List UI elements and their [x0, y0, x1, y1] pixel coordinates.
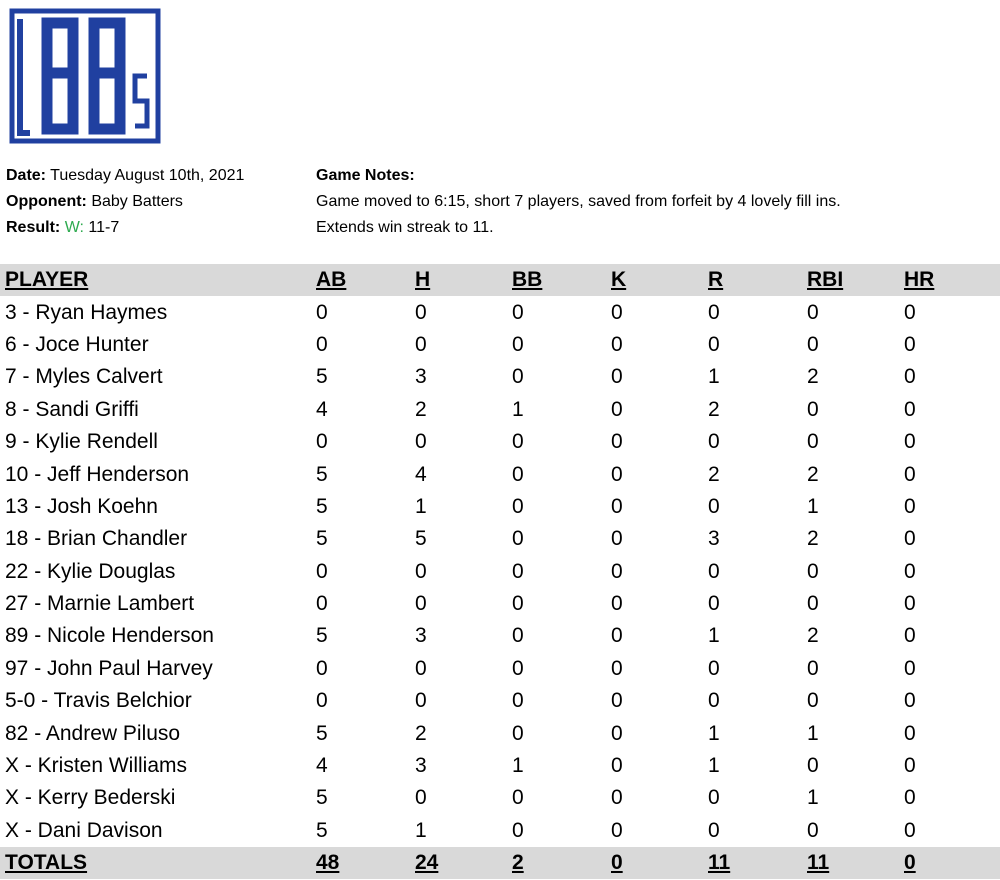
- column-header-r: R: [708, 268, 724, 292]
- stat-k: 0: [611, 365, 623, 389]
- stat-bb: 1: [512, 754, 524, 778]
- player-name: 6 - Joce Hunter: [5, 332, 149, 356]
- stat-bb: 0: [512, 332, 524, 356]
- stat-hr: 0: [904, 430, 916, 454]
- stat-h: 0: [415, 656, 427, 680]
- stats-body: [0, 296, 1000, 847]
- stat-bb: 1: [512, 397, 524, 421]
- stat-r: 0: [708, 818, 720, 842]
- stat-bb: 0: [512, 721, 524, 745]
- stat-rbi: 2: [807, 462, 819, 486]
- player-row: [0, 653, 1000, 685]
- stat-hr: 0: [904, 818, 916, 842]
- stat-r: 2: [708, 397, 720, 421]
- notes-line-1: Game moved to 6:15, short 7 players, saved from forfeit by 4 lovely fill ins.: [316, 193, 841, 210]
- column-header-rbi: RBI: [807, 268, 844, 292]
- stat-h: 2: [415, 397, 427, 421]
- stat-bb: 0: [512, 365, 524, 389]
- stat-h: 2: [415, 721, 427, 745]
- stat-k: 0: [611, 721, 623, 745]
- stat-bb: 0: [512, 462, 524, 486]
- notes-line-2: Extends win streak to 11.: [316, 219, 494, 236]
- result-label: Result:: [6, 219, 61, 236]
- stat-hr: 0: [904, 656, 916, 680]
- stat-h: 0: [415, 559, 427, 583]
- stat-h: 1: [415, 818, 427, 842]
- stat-h: 0: [415, 332, 427, 356]
- stats-header-row: [0, 264, 1000, 296]
- stat-r: 0: [708, 592, 720, 616]
- stat-k: 0: [611, 430, 623, 454]
- stat-ab: 5: [316, 494, 328, 518]
- stat-bb: 0: [512, 818, 524, 842]
- player-row: [0, 556, 1000, 588]
- stat-rbi: 0: [807, 592, 819, 616]
- stat-k: 0: [611, 397, 623, 421]
- total-h: 24: [415, 851, 439, 875]
- stat-hr: 0: [904, 592, 916, 616]
- stat-ab: 5: [316, 818, 328, 842]
- stat-bb: 0: [512, 494, 524, 518]
- stat-ab: 0: [316, 689, 328, 713]
- result-score: 11-7: [88, 219, 120, 236]
- stat-bb: 0: [512, 656, 524, 680]
- stat-rbi: 1: [807, 721, 819, 745]
- column-header-hr: HR: [904, 268, 935, 292]
- stat-rbi: 2: [807, 624, 819, 648]
- stat-rbi: 0: [807, 689, 819, 713]
- stat-hr: 0: [904, 624, 916, 648]
- stat-k: 0: [611, 624, 623, 648]
- stat-ab: 5: [316, 624, 328, 648]
- total-k: 0: [611, 851, 623, 875]
- stat-h: 0: [415, 300, 427, 324]
- player-name: 22 - Kylie Douglas: [5, 559, 176, 583]
- stat-hr: 0: [904, 462, 916, 486]
- stat-rbi: 0: [807, 559, 819, 583]
- stat-k: 0: [611, 332, 623, 356]
- stat-r: 1: [708, 721, 720, 745]
- stat-k: 0: [611, 559, 623, 583]
- stat-bb: 0: [512, 527, 524, 551]
- player-row: [0, 491, 1000, 523]
- stat-r: 0: [708, 494, 720, 518]
- stat-hr: 0: [904, 559, 916, 583]
- player-name: 27 - Marnie Lambert: [5, 592, 195, 616]
- stat-bb: 0: [512, 592, 524, 616]
- total-bb: 2: [512, 851, 524, 875]
- player-row: [0, 815, 1000, 847]
- stat-hr: 0: [904, 300, 916, 324]
- team-logo: [9, 8, 161, 144]
- player-row: [0, 750, 1000, 782]
- player-name: 8 - Sandi Griffi: [5, 397, 139, 421]
- stat-bb: 0: [512, 786, 524, 810]
- stat-rbi: 0: [807, 300, 819, 324]
- player-name: 89 - Nicole Henderson: [5, 624, 214, 648]
- stat-hr: 0: [904, 332, 916, 356]
- player-name: X - Kristen Williams: [5, 754, 188, 778]
- stat-ab: 0: [316, 592, 328, 616]
- game-notes: [316, 163, 841, 241]
- stat-ab: 4: [316, 397, 328, 421]
- column-header-bb: BB: [512, 268, 543, 292]
- stat-k: 0: [611, 462, 623, 486]
- stat-k: 0: [611, 300, 623, 324]
- stat-ab: 0: [316, 656, 328, 680]
- column-header-player: PLAYER: [5, 268, 89, 292]
- stat-k: 0: [611, 754, 623, 778]
- result-line: [6, 215, 244, 241]
- player-name: 5-0 - Travis Belchior: [5, 689, 192, 713]
- player-row: [0, 523, 1000, 555]
- player-row: [0, 458, 1000, 490]
- stat-hr: 0: [904, 689, 916, 713]
- stat-rbi: 1: [807, 786, 819, 810]
- player-name: 97 - John Paul Harvey: [5, 656, 213, 680]
- column-header-ab: AB: [316, 268, 347, 292]
- stat-h: 0: [415, 430, 427, 454]
- stat-hr: 0: [904, 365, 916, 389]
- stat-h: 3: [415, 624, 427, 648]
- totals-row: [0, 847, 1000, 879]
- stat-ab: 0: [316, 559, 328, 583]
- player-row: [0, 296, 1000, 328]
- column-header-h: H: [415, 268, 431, 292]
- stat-rbi: 0: [807, 656, 819, 680]
- stat-hr: 0: [904, 494, 916, 518]
- total-ab: 48: [316, 851, 340, 875]
- stat-hr: 0: [904, 786, 916, 810]
- game-info: [6, 163, 244, 241]
- player-name: 82 - Andrew Piluso: [5, 721, 181, 745]
- player-row: [0, 329, 1000, 361]
- column-header-k: K: [611, 268, 627, 292]
- player-name: 7 - Myles Calvert: [5, 365, 163, 389]
- stat-h: 1: [415, 494, 427, 518]
- stat-rbi: 0: [807, 430, 819, 454]
- stat-r: 0: [708, 332, 720, 356]
- stat-ab: 0: [316, 300, 328, 324]
- stat-bb: 0: [512, 559, 524, 583]
- player-row: [0, 620, 1000, 652]
- player-name: X - Kerry Bederski: [5, 786, 176, 810]
- stat-r: 1: [708, 754, 720, 778]
- result-outcome: W:: [64, 219, 84, 236]
- notes-label: Game Notes:: [316, 167, 415, 184]
- stat-r: 1: [708, 624, 720, 648]
- opponent-value: Baby Batters: [91, 193, 183, 210]
- stat-h: 4: [415, 462, 427, 486]
- stat-r: 0: [708, 656, 720, 680]
- stat-rbi: 1: [807, 494, 819, 518]
- date-label: Date:: [6, 167, 47, 184]
- stat-ab: 5: [316, 462, 328, 486]
- stat-h: 3: [415, 365, 427, 389]
- stat-bb: 0: [512, 689, 524, 713]
- player-row: [0, 717, 1000, 749]
- stat-ab: 5: [316, 527, 328, 551]
- opponent-label: Opponent:: [6, 193, 87, 210]
- stat-hr: 0: [904, 721, 916, 745]
- stat-ab: 5: [316, 786, 328, 810]
- stat-h: 5: [415, 527, 427, 551]
- player-row: [0, 782, 1000, 814]
- total-r: 11: [708, 851, 731, 875]
- total-hr: 0: [904, 851, 916, 875]
- stat-rbi: 0: [807, 754, 819, 778]
- player-name: 3 - Ryan Haymes: [5, 300, 168, 324]
- player-name: 10 - Jeff Henderson: [5, 462, 190, 486]
- player-row: [0, 685, 1000, 717]
- stat-ab: 5: [316, 365, 328, 389]
- player-name: X - Dani Davison: [5, 818, 163, 842]
- stat-r: 0: [708, 300, 720, 324]
- player-row: [0, 426, 1000, 458]
- stat-rbi: 2: [807, 527, 819, 551]
- player-name: 9 - Kylie Rendell: [5, 430, 158, 454]
- stat-r: 2: [708, 462, 720, 486]
- stat-k: 0: [611, 689, 623, 713]
- stat-rbi: 0: [807, 332, 819, 356]
- player-row: [0, 394, 1000, 426]
- totals-label: TOTALS: [5, 851, 88, 875]
- stat-bb: 0: [512, 624, 524, 648]
- stats-table: [0, 264, 1000, 879]
- date-value: Tuesday August 10th, 2021: [50, 167, 245, 184]
- player-name: 18 - Brian Chandler: [5, 527, 188, 551]
- stat-ab: 5: [316, 721, 328, 745]
- stat-h: 0: [415, 689, 427, 713]
- stat-k: 0: [611, 527, 623, 551]
- stat-hr: 0: [904, 397, 916, 421]
- stat-r: 0: [708, 689, 720, 713]
- opponent-line: [6, 189, 244, 215]
- stat-h: 0: [415, 592, 427, 616]
- stat-ab: 4: [316, 754, 328, 778]
- stat-ab: 0: [316, 430, 328, 454]
- stat-r: 0: [708, 786, 720, 810]
- stat-h: 3: [415, 754, 427, 778]
- stat-hr: 0: [904, 754, 916, 778]
- stat-k: 0: [611, 592, 623, 616]
- stat-ab: 0: [316, 332, 328, 356]
- stat-bb: 0: [512, 430, 524, 454]
- stat-r: 3: [708, 527, 720, 551]
- player-row: [0, 588, 1000, 620]
- player-row: [0, 361, 1000, 393]
- date-line: [6, 163, 244, 189]
- stat-r: 0: [708, 559, 720, 583]
- stat-rbi: 0: [807, 397, 819, 421]
- stat-k: 0: [611, 494, 623, 518]
- stat-r: 0: [708, 430, 720, 454]
- stat-hr: 0: [904, 527, 916, 551]
- player-name: 13 - Josh Koehn: [5, 494, 158, 518]
- stat-bb: 0: [512, 300, 524, 324]
- stat-rbi: 2: [807, 365, 819, 389]
- stat-k: 0: [611, 656, 623, 680]
- stat-rbi: 0: [807, 818, 819, 842]
- total-rbi: 11: [807, 851, 830, 875]
- stat-h: 0: [415, 786, 427, 810]
- stat-r: 1: [708, 365, 720, 389]
- stat-k: 0: [611, 818, 623, 842]
- stat-k: 0: [611, 786, 623, 810]
